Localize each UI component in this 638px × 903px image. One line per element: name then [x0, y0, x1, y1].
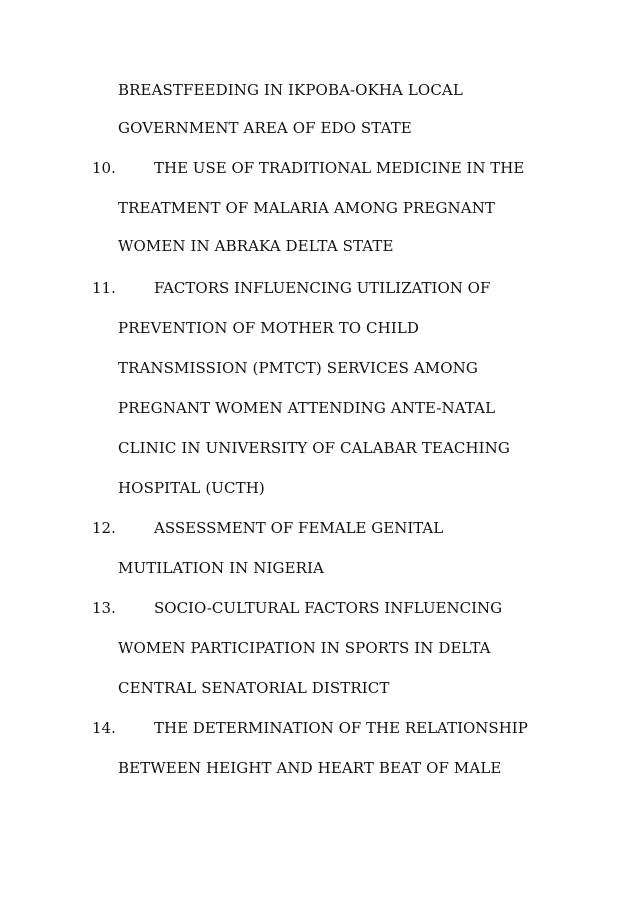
item-title-line: PREVENTION OF MOTHER TO CHILD — [118, 319, 420, 337]
item-title-line: WOMEN PARTICIPATION IN SPORTS IN DELTA — [118, 639, 491, 657]
item-title-line: THE DETERMINATION OF THE RELATIONSHIP — [154, 719, 528, 737]
item-title-line: SOCIO-CULTURAL FACTORS INFLUENCING — [154, 599, 503, 617]
item-number: 14. — [92, 719, 116, 737]
item-title-line: CLINIC IN UNIVERSITY OF CALABAR TEACHING — [118, 439, 510, 457]
item-title-line: WOMEN IN ABRAKA DELTA STATE — [118, 237, 394, 255]
item-number: 11. — [92, 279, 116, 297]
item-title-line: BETWEEN HEIGHT AND HEART BEAT OF MALE — [118, 759, 502, 777]
item-title-line: HOSPITAL (UCTH) — [118, 479, 265, 497]
item-title-line: PREGNANT WOMEN ATTENDING ANTE-NATAL — [118, 399, 496, 417]
continuation-line: BREASTFEEDING IN IKPOBA-OKHA LOCAL — [118, 81, 463, 99]
continuation-line: GOVERNMENT AREA OF EDO STATE — [118, 119, 412, 137]
item-number: 12. — [92, 519, 116, 537]
item-number: 13. — [92, 599, 116, 617]
item-title-line: CENTRAL SENATORIAL DISTRICT — [118, 679, 390, 697]
item-title-line: ASSESSMENT OF FEMALE GENITAL — [154, 519, 444, 537]
item-number: 10. — [92, 159, 116, 177]
item-title-line: FACTORS INFLUENCING UTILIZATION OF — [154, 279, 491, 297]
item-title-line: THE USE OF TRADITIONAL MEDICINE IN THE — [154, 159, 525, 177]
item-title-line: MUTILATION IN NIGERIA — [118, 559, 324, 577]
item-title-line: TREATMENT OF MALARIA AMONG PREGNANT — [118, 199, 496, 217]
item-title-line: TRANSMISSION (PMTCT) SERVICES AMONG — [118, 359, 478, 377]
